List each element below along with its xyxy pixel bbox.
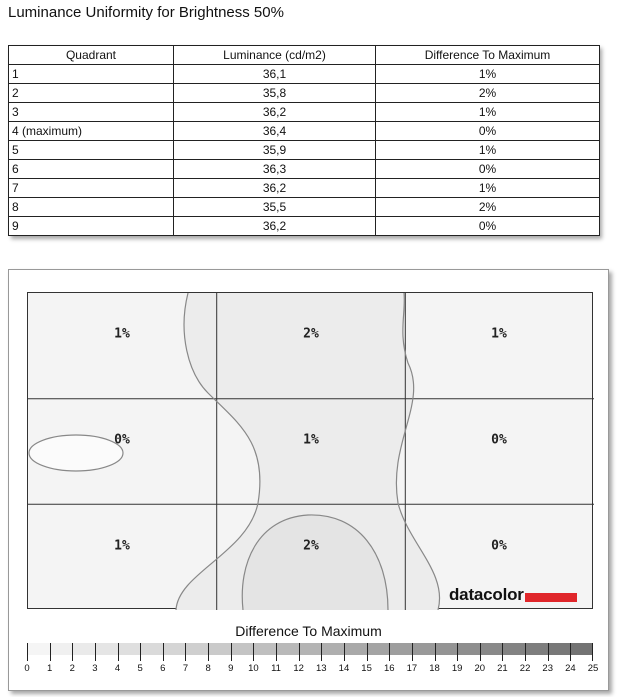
table-row — [9, 198, 600, 217]
difference-cell: 2% — [376, 198, 600, 217]
quadrant-cell: 3 — [9, 103, 174, 122]
legend-segment — [548, 643, 571, 655]
cell-label-q3: 1% — [491, 326, 507, 342]
cell-label-q9: 0% — [491, 538, 507, 554]
legend-segment — [118, 643, 141, 655]
legend-segment — [72, 643, 95, 655]
legend-tick — [27, 643, 28, 661]
luminance-cell: 36,4 — [174, 122, 376, 141]
legend-tick — [185, 643, 186, 661]
legend-tick-label: 12 — [293, 663, 304, 674]
legend-segment — [389, 643, 412, 655]
difference-cell: 1% — [376, 141, 600, 160]
luminance-cell: 36,1 — [174, 65, 376, 84]
legend-segment — [299, 643, 322, 655]
legend-tick-label: 19 — [451, 663, 463, 674]
legend-tick — [548, 643, 549, 661]
luminance-cell: 36,2 — [174, 103, 376, 122]
luminance-cell: 36,2 — [174, 217, 376, 236]
legend-tick-label: 15 — [361, 663, 372, 674]
cell-label-q5: 1% — [303, 432, 319, 448]
legend-tick — [525, 643, 526, 661]
legend-tick — [231, 643, 232, 661]
table-row — [9, 179, 600, 198]
table-row — [9, 84, 600, 103]
legend-segment — [95, 643, 118, 655]
table-row — [9, 122, 600, 141]
quadrant-cell: 2 — [9, 84, 174, 103]
legend-segment — [412, 643, 435, 655]
luminance-table-container — [8, 45, 599, 236]
luminance-table — [8, 45, 600, 236]
legend-tick-label: 9 — [228, 663, 234, 674]
quadrant-cell: 4 (maximum) — [9, 122, 174, 141]
legend-segment — [27, 643, 50, 655]
legend-tick — [118, 643, 119, 661]
luminance-cell: 35,8 — [174, 84, 376, 103]
legend-segment — [480, 643, 503, 655]
quadrant-cell: 8 — [9, 198, 174, 217]
table-row — [9, 65, 600, 84]
legend-tick-label: 8 — [205, 663, 211, 674]
legend-tick-label: 23 — [542, 663, 554, 674]
legend-segment — [253, 643, 276, 655]
quadrant-cell: 6 — [9, 160, 174, 179]
legend-tick-label: 18 — [429, 663, 440, 674]
legend-tick — [163, 643, 164, 661]
legend-segment — [367, 643, 390, 655]
legend-tick-label: 6 — [160, 663, 166, 674]
legend-segment — [140, 643, 163, 655]
legend-segment — [457, 643, 480, 655]
quadrant-cell: 5 — [9, 141, 174, 160]
legend-tick — [140, 643, 141, 661]
difference-cell: 1% — [376, 103, 600, 122]
legend-tick-label: 4 — [114, 663, 121, 674]
legend-segment — [525, 643, 548, 655]
table-row — [9, 141, 600, 160]
legend-tick — [72, 643, 73, 661]
cell-label-q1: 1% — [114, 326, 130, 342]
legend-tick — [208, 643, 209, 661]
column-header-difference: Difference To Maximum — [376, 46, 600, 65]
legend-tick — [412, 643, 413, 661]
legend-tick — [389, 643, 390, 661]
legend-segment — [502, 643, 525, 655]
legend-tick-label: 25 — [587, 663, 599, 674]
legend-tick-label: 1 — [46, 663, 53, 674]
legend-tick — [276, 643, 277, 661]
legend-title: Difference To Maximum — [235, 623, 382, 639]
cell-label-q7: 1% — [114, 538, 130, 554]
legend-tick — [570, 643, 571, 661]
legend-tick — [435, 643, 436, 661]
legend-tick-label: 0 — [24, 663, 30, 674]
uniformity-heatmap-panel — [8, 269, 609, 691]
legend-scale-bar — [27, 643, 593, 661]
legend-segment — [208, 643, 231, 655]
difference-cell: 1% — [376, 65, 600, 84]
legend-segment — [321, 643, 344, 655]
logo-text: datacolor — [449, 585, 524, 604]
legend-tick — [253, 643, 254, 661]
luminance-cell: 35,9 — [174, 141, 376, 160]
table-row — [9, 103, 600, 122]
legend-segment — [344, 643, 367, 655]
legend-tick-label: 3 — [92, 663, 98, 674]
legend-tick-label: 20 — [474, 663, 486, 674]
legend-tick-label: 7 — [182, 663, 189, 674]
legend-tick — [299, 643, 300, 661]
legend-segment — [185, 643, 208, 655]
legend-tick — [457, 643, 458, 661]
legend-tick-label: 13 — [316, 663, 327, 674]
contour-ellipse — [29, 435, 123, 471]
legend-tick-label: 5 — [137, 663, 143, 674]
logo-accent-bar — [525, 593, 577, 602]
legend-tick — [480, 643, 481, 661]
page-title: Luminance Uniformity for Brightness 50% — [8, 4, 284, 21]
legend-tick-label: 10 — [248, 663, 259, 674]
legend-tick-label: 22 — [519, 663, 531, 674]
luminance-cell: 35,5 — [174, 198, 376, 217]
quadrant-cell: 1 — [9, 65, 174, 84]
table-row — [9, 217, 600, 236]
uniformity-grid — [27, 292, 593, 609]
legend-tick — [367, 643, 368, 661]
difference-cell: 0% — [376, 160, 600, 179]
legend-tick — [502, 643, 503, 661]
legend-tick-label: 21 — [497, 663, 508, 674]
table-row — [9, 160, 600, 179]
legend-tick-label: 11 — [271, 663, 281, 674]
legend-tick-label: 17 — [406, 663, 418, 674]
legend-tick — [50, 643, 51, 661]
column-header-luminance: Luminance (cd/m2) — [174, 46, 376, 65]
quadrant-cell: 9 — [9, 217, 174, 236]
difference-cell: 2% — [376, 84, 600, 103]
legend-tick-label: 14 — [338, 663, 350, 674]
legend-segment — [276, 643, 299, 655]
column-header-quadrant: Quadrant — [9, 46, 174, 65]
luminance-cell: 36,3 — [174, 160, 376, 179]
datacolor-logo — [449, 585, 577, 605]
legend-tick-label: 24 — [565, 663, 576, 674]
difference-cell: 1% — [376, 179, 600, 198]
legend-tick — [321, 643, 322, 661]
cell-label-q2: 2% — [303, 326, 319, 342]
cell-label-q6: 0% — [491, 432, 507, 448]
table-header-row — [9, 46, 600, 65]
cell-label-q4: 0% — [114, 432, 130, 448]
luminance-cell: 36,2 — [174, 179, 376, 198]
difference-cell: 0% — [376, 217, 600, 236]
legend-tick-label: 16 — [383, 663, 395, 674]
legend-tick — [344, 643, 345, 661]
difference-cell: 0% — [376, 122, 600, 141]
legend-tick — [95, 643, 96, 661]
legend-tick-label: 2 — [69, 663, 75, 674]
legend-segment — [435, 643, 458, 655]
legend-segment — [50, 643, 73, 655]
legend-segment — [231, 643, 254, 655]
legend-tick — [592, 643, 593, 661]
legend-segment — [163, 643, 186, 655]
quadrant-cell: 7 — [9, 179, 174, 198]
legend-segment — [570, 643, 593, 655]
cell-label-q8: 2% — [303, 538, 319, 554]
